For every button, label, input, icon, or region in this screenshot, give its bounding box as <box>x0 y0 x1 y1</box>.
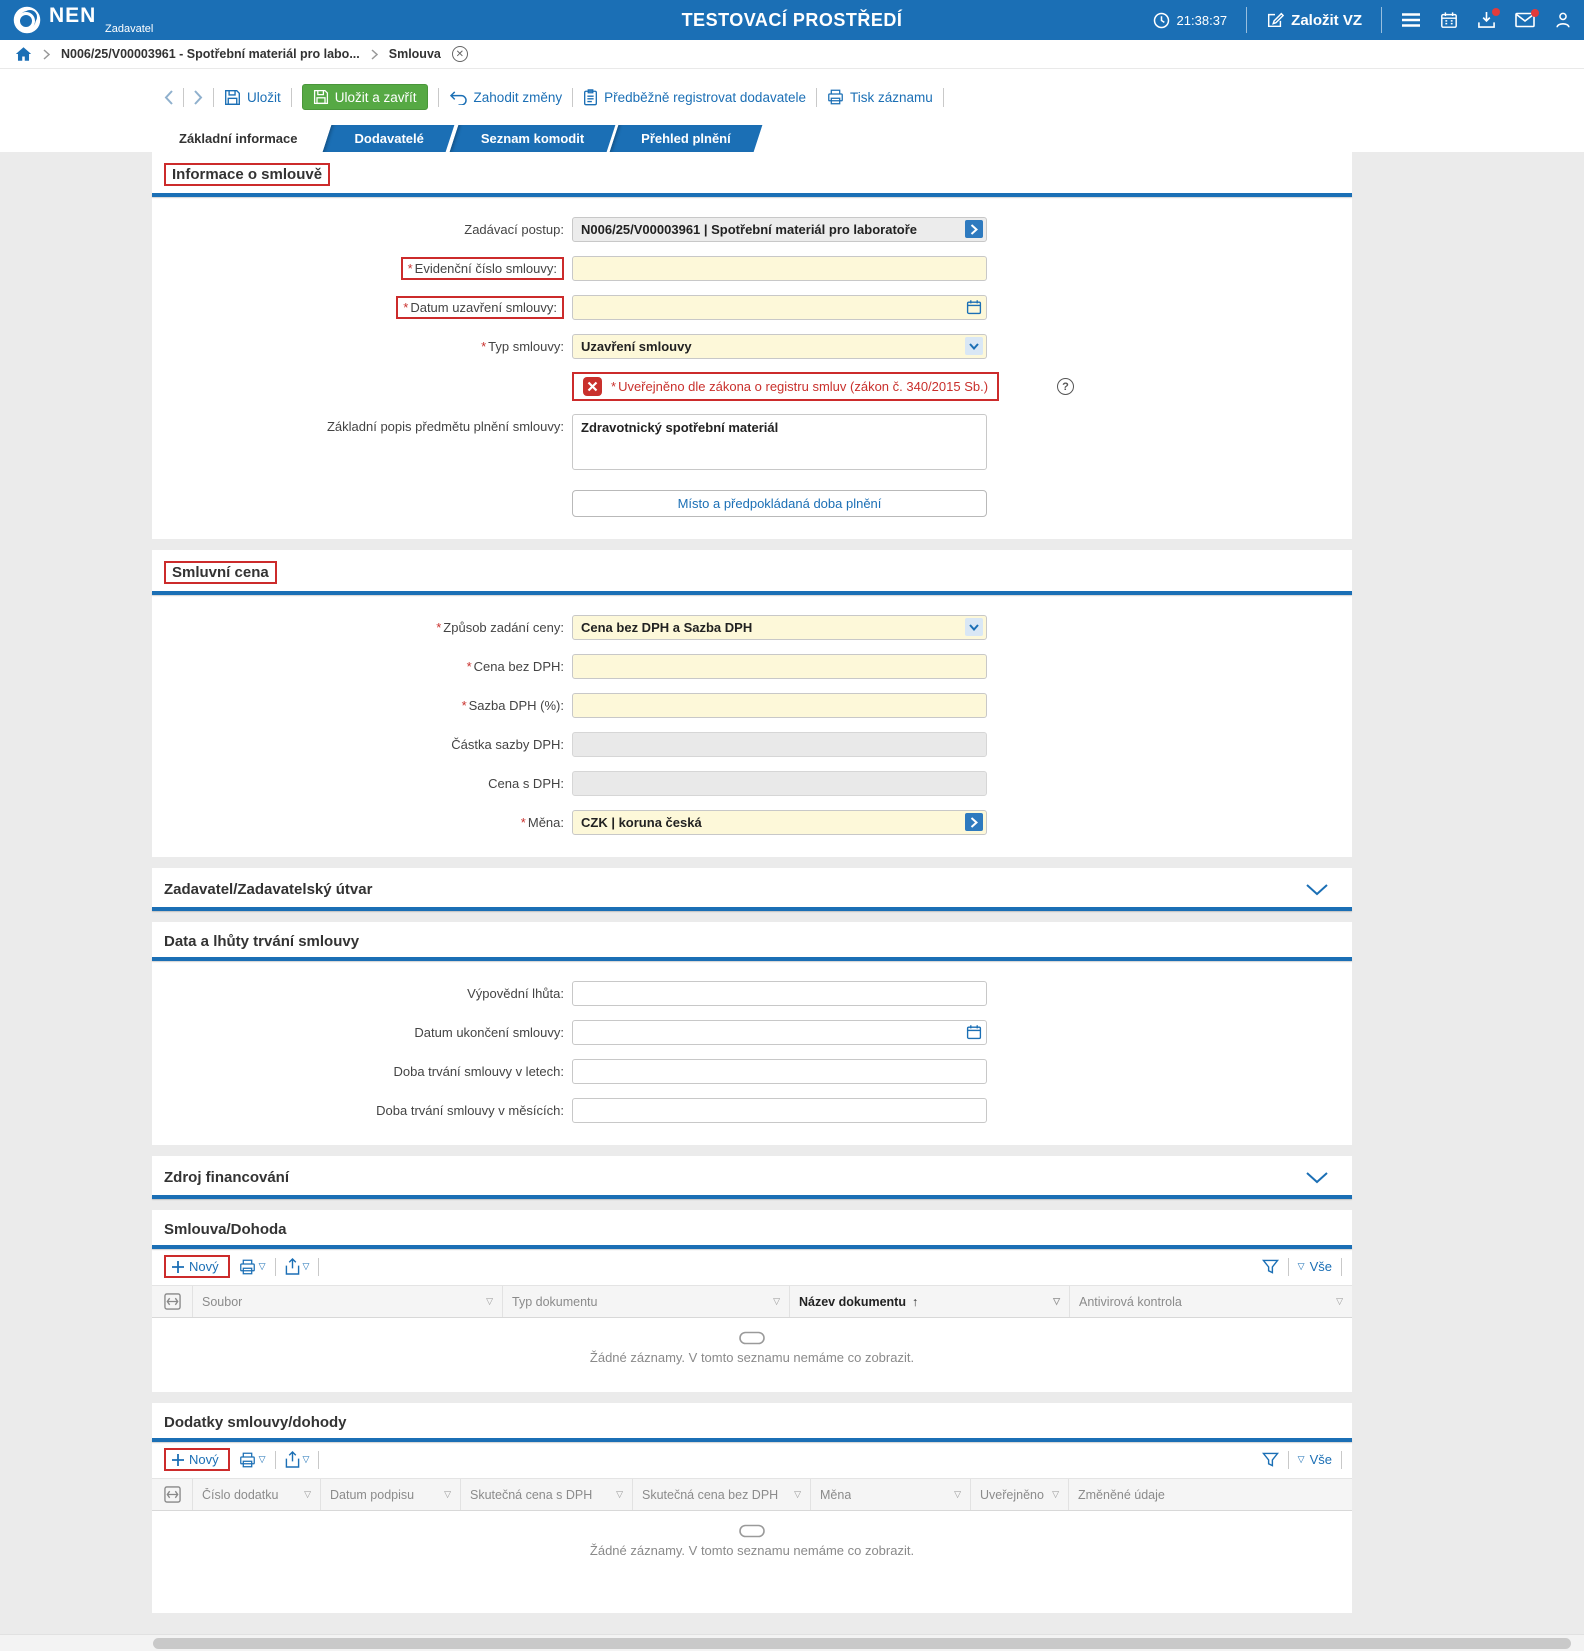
new-attachment-button[interactable] <box>164 1255 230 1278</box>
empty-tray-icon <box>739 1524 765 1538</box>
column-filter-icon[interactable]: ▽ <box>954 1489 961 1499</box>
calendar-button[interactable] <box>1440 11 1458 29</box>
toolbar-divider <box>1341 1258 1342 1276</box>
section-underline <box>152 907 1352 911</box>
empty-tray-icon <box>739 1331 765 1345</box>
print-list-button[interactable] <box>239 1452 266 1468</box>
logo-text: NEN <box>49 4 97 27</box>
toolbar-divider <box>275 1258 276 1276</box>
breadcrumb <box>0 40 1584 69</box>
toolbar-divider <box>943 88 944 107</box>
help-icon[interactable]: ? <box>1057 378 1074 395</box>
section-title: Smlouva/Dohoda <box>164 1221 287 1238</box>
export-icon <box>285 1258 300 1275</box>
notification-badge <box>1492 8 1500 16</box>
column-header-soubor[interactable]: Soubor ▽ <box>192 1286 502 1317</box>
toolbar-divider <box>1288 1258 1289 1276</box>
field-label: Datum uzavření smlouvy: <box>410 299 557 315</box>
section-title: Smluvní cena <box>164 561 277 584</box>
dropdown-triangle-icon: ▽ <box>1297 1261 1305 1271</box>
castka-sazby-dph-input <box>572 732 987 757</box>
preregister-supplier-label: Předběžně registrovat dodavatele <box>604 89 806 105</box>
new-button-label: Nový <box>189 1452 219 1467</box>
tab-dodavatele[interactable] <box>327 125 450 152</box>
tab-zakladni-informace[interactable] <box>152 125 324 152</box>
section-informace-o-smlouve <box>152 152 1352 539</box>
tab-prehled-plneni[interactable] <box>614 125 758 152</box>
chevron-right-icon <box>43 49 50 60</box>
field-evidencni-cislo <box>152 255 1352 281</box>
tab-strip <box>152 125 1584 152</box>
field-cena-bez-dph <box>152 653 1352 679</box>
section-dodatky-smlouvy <box>152 1403 1352 1613</box>
tab-seznam-komodit[interactable] <box>454 125 611 152</box>
toolbar-divider <box>183 88 184 107</box>
close-record-icon[interactable]: ✕ <box>452 46 468 62</box>
column-header-skutecna-cena-bez-dph[interactable]: Skutečná cena bez DPH ▽ <box>632 1479 810 1510</box>
field-vypovedni-lhuta <box>152 980 1352 1006</box>
toolbar-divider <box>572 88 573 107</box>
discard-changes-label: Zahodit změny <box>473 89 563 105</box>
logo-role-text: Zadavatel <box>105 23 154 35</box>
highlighted-label <box>401 257 564 280</box>
field-label: Doba trvání smlouvy v měsících: <box>376 1102 564 1118</box>
required-marker: * <box>461 697 467 713</box>
required-marker: * <box>520 814 526 830</box>
menu-button[interactable] <box>1401 12 1421 28</box>
section-title: Dodatky smlouvy/dohody <box>164 1414 347 1431</box>
horizontal-scrollbar <box>0 1634 1584 1651</box>
section-title: Data a lhůty trvání smlouvy <box>164 933 360 950</box>
field-label: Výpovědní lhůta: <box>467 985 564 1001</box>
printer-icon <box>239 1452 256 1468</box>
amendments-empty-state <box>152 1511 1352 1585</box>
print-list-button[interactable] <box>239 1259 266 1275</box>
zpusob-zadani-ceny-select[interactable] <box>572 615 987 640</box>
open-detail-arrow-button[interactable] <box>965 813 983 831</box>
required-marker: * <box>436 619 442 635</box>
column-filter-icon[interactable]: ▽ <box>794 1489 801 1499</box>
printer-icon <box>827 89 844 105</box>
column-header-cislo-dodatku[interactable]: Číslo dodatku ▽ <box>192 1479 320 1510</box>
toolbar-divider <box>291 88 292 107</box>
person-icon <box>1554 11 1572 29</box>
section-smlouva-dohoda <box>152 1210 1352 1392</box>
tab-label: Seznam komodit <box>480 131 585 146</box>
column-header-uverejneno[interactable]: Uveřejněno ▽ <box>970 1479 1068 1510</box>
toolbar-divider <box>318 1451 319 1469</box>
section-title: Informace o smlouvě <box>164 163 330 186</box>
print-record-button[interactable] <box>827 89 933 105</box>
chevron-right-icon <box>371 49 378 60</box>
section-underline <box>152 1195 1352 1199</box>
field-label: Základní popis předmětu plnění smlouvy: <box>326 419 564 434</box>
zadavaci-postup-input[interactable] <box>572 217 987 242</box>
field-label: Zadávací postup: <box>464 221 564 237</box>
plus-icon <box>172 1454 184 1466</box>
column-header-skutecna-cena-s-dph[interactable]: Skutečná cena s DPH ▽ <box>460 1479 632 1510</box>
datum-ukonceni-input[interactable] <box>572 1020 987 1045</box>
field-label: Sazba DPH (%): <box>468 697 564 713</box>
highlighted-label <box>396 296 564 319</box>
calendar-icon <box>1440 11 1458 29</box>
new-button-label: Nový <box>189 1259 219 1274</box>
filter-funnel-icon[interactable] <box>1262 1452 1279 1468</box>
open-detail-arrow-button[interactable] <box>965 220 983 238</box>
field-datum-ukonceni <box>152 1019 1352 1045</box>
tab-label: Základní informace <box>179 131 298 146</box>
required-marker: * <box>466 658 472 674</box>
toolbar-divider <box>1288 1451 1289 1469</box>
dropdown-triangle-icon: ▽ <box>302 1454 310 1464</box>
required-marker: * <box>403 299 409 315</box>
save-icon <box>313 89 329 105</box>
app-header <box>0 0 1584 40</box>
filter-funnel-icon[interactable] <box>1262 1259 1279 1275</box>
print-record-label: Tisk záznamu <box>849 89 933 105</box>
undo-icon <box>449 90 468 105</box>
record-toolbar <box>152 82 1584 112</box>
vypovedni-lhuta-input[interactable] <box>572 981 987 1006</box>
expand-chevron-icon[interactable] <box>1306 1172 1328 1184</box>
field-doba-trvani-letech <box>152 1058 1352 1084</box>
column-filter-icon[interactable]: ▽ <box>773 1296 780 1306</box>
column-settings-button[interactable] <box>152 1286 192 1317</box>
field-label: Cena s DPH: <box>488 775 564 791</box>
filter-all-button[interactable] <box>1298 1259 1332 1274</box>
header-divider <box>1381 7 1382 33</box>
section-title: Zdroj financování <box>164 1169 290 1186</box>
notification-badge <box>1531 9 1539 17</box>
toolbar-divider <box>1341 1451 1342 1469</box>
save-button[interactable] <box>224 89 281 106</box>
field-label: Doba trvání smlouvy v letech: <box>393 1063 564 1079</box>
breadcrumb-current: Smlouva <box>388 47 441 61</box>
column-header-zmenene-udaje[interactable]: Změněné údaje <box>1068 1479 1352 1510</box>
field-castka-sazby-dph <box>152 731 1352 757</box>
save-and-close-button[interactable] <box>302 84 428 110</box>
empty-message: Žádné záznamy. V tomto seznamu nemáme co zobrazit. <box>589 1543 915 1558</box>
column-header-mena[interactable]: Měna ▽ <box>810 1479 970 1510</box>
filter-all-label: Vše <box>1309 1259 1332 1274</box>
field-typ-smlouvy <box>152 333 1352 359</box>
column-header-typ-dokumentu[interactable]: Typ dokumentu ▽ <box>502 1286 789 1317</box>
preregister-supplier-button[interactable] <box>583 89 806 106</box>
record-toolbar-strip <box>0 69 1584 152</box>
doba-trvani-letech-input[interactable] <box>572 1059 987 1084</box>
field-doba-trvani-mesicich <box>152 1097 1352 1123</box>
column-filter-icon[interactable]: ▽ <box>1336 1296 1343 1306</box>
chevron-down-icon[interactable] <box>965 337 983 355</box>
downloads-button[interactable] <box>1477 11 1496 29</box>
field-label: Měna: <box>527 814 564 830</box>
amendments-table-header <box>152 1478 1352 1511</box>
new-amendment-button[interactable] <box>164 1448 230 1471</box>
save-icon <box>224 89 241 106</box>
field-label: Způsob zadání ceny: <box>443 619 564 635</box>
plus-icon <box>172 1261 184 1273</box>
save-and-close-label: Uložit a zavřít <box>334 89 417 105</box>
filter-all-label: Vše <box>1309 1452 1332 1467</box>
misto-doba-plneni-button[interactable]: Místo a předpokládaná doba plnění <box>572 490 987 517</box>
field-label: Evidenční číslo smlouvy: <box>414 260 557 276</box>
datum-uzavreni-input[interactable] <box>572 295 987 320</box>
column-filter-icon[interactable]: ▽ <box>616 1489 623 1499</box>
section-title: Zadavatel/Zadavatelský útvar <box>164 881 373 898</box>
horizontal-scrollbar-thumb[interactable] <box>153 1638 1571 1649</box>
cena-bez-dph-input[interactable] <box>572 654 987 679</box>
validation-error-box <box>572 372 999 401</box>
field-label: Typ smlouvy: <box>488 338 564 354</box>
expand-chevron-icon[interactable] <box>1306 884 1328 896</box>
toolbar-divider <box>213 88 214 107</box>
clock-icon <box>1153 12 1170 29</box>
messages-button[interactable] <box>1515 12 1535 28</box>
field-label: Datum ukončení smlouvy: <box>414 1024 564 1040</box>
validation-error-text: * Uveřejněno dle zákona o registru smluv (zákon č. 340/2015 Sb.) <box>611 379 989 394</box>
toolbar-divider <box>318 1258 319 1276</box>
required-marker: * <box>611 379 617 394</box>
datepicker-calendar-icon[interactable] <box>965 1023 983 1041</box>
field-datum-uzavreni <box>152 294 1352 320</box>
dropdown-triangle-icon: ▽ <box>302 1261 310 1271</box>
dropdown-triangle-icon: ▽ <box>258 1261 266 1271</box>
hamburger-icon <box>1401 12 1421 28</box>
required-marker: * <box>481 338 487 354</box>
tab-label: Přehled plnění <box>641 131 731 146</box>
selected-value: Uzavření smlouvy <box>581 338 692 354</box>
header-divider <box>1246 7 1247 33</box>
column-filter-icon[interactable]: ▽ <box>304 1489 311 1499</box>
nav-forward-button[interactable] <box>194 90 203 105</box>
session-time-value: 21:38:37 <box>1176 12 1228 28</box>
session-time <box>1153 12 1228 29</box>
document-icon <box>583 89 598 106</box>
datepicker-calendar-icon[interactable] <box>965 298 983 316</box>
column-header-nazev-dokumentu[interactable]: Název dokumentu ↑ ▽ <box>789 1286 1069 1317</box>
breadcrumb-procedure[interactable]: N006/25/V00003961 - Spotřební materiál pro labo... <box>61 47 360 61</box>
amendments-toolbar <box>152 1442 1352 1478</box>
edit-icon <box>1266 11 1284 29</box>
doba-trvani-mesicich-input[interactable] <box>572 1098 987 1123</box>
dropdown-triangle-icon: ▽ <box>258 1454 266 1464</box>
selected-value: Cena bez DPH a Sazba DPH <box>581 619 753 635</box>
tab-label: Dodavatelé <box>354 131 424 146</box>
toolbar-divider <box>438 88 439 107</box>
column-settings-button[interactable] <box>152 1479 192 1510</box>
toolbar-divider <box>275 1451 276 1469</box>
discard-changes-button[interactable] <box>449 90 563 105</box>
section-smluvni-cena <box>152 550 1352 857</box>
environment-title: TESTOVACÍ PROSTŘEDÍ <box>681 9 903 30</box>
section-zadavatel-utvar <box>152 868 1352 911</box>
field-label: Cena bez DPH: <box>473 658 564 674</box>
zakladni-popis-textarea[interactable]: Zdravotnický spotřební materiál <box>572 414 987 470</box>
export-icon <box>285 1451 300 1468</box>
field-label: Částka sazby DPH: <box>451 736 564 752</box>
field-sazba-dph <box>152 692 1352 718</box>
section-zdroj-financovani <box>152 1156 1352 1199</box>
chevron-down-icon[interactable] <box>965 618 983 636</box>
user-profile-button[interactable] <box>1554 11 1572 29</box>
field-mena <box>152 809 1352 835</box>
row-registry-error <box>152 372 1352 401</box>
export-list-button[interactable] <box>285 1451 310 1468</box>
create-vz-button[interactable] <box>1266 11 1362 29</box>
column-filter-icon[interactable]: ▽ <box>444 1489 451 1499</box>
filter-all-button[interactable] <box>1298 1452 1332 1467</box>
field-zakladni-popis <box>152 414 1352 470</box>
field-cena-s-dph <box>152 770 1352 796</box>
column-header-antivirova-kontrola[interactable]: Antivirová kontrola ▽ <box>1069 1286 1352 1317</box>
sort-ascending-icon: ↑ <box>911 1294 919 1309</box>
toolbar-divider <box>816 88 817 107</box>
field-zpusob-zadani-ceny <box>152 614 1352 640</box>
row-place-button <box>152 490 1352 517</box>
export-list-button[interactable] <box>285 1258 310 1275</box>
column-filter-icon[interactable]: ▽ <box>1052 1489 1059 1499</box>
attachments-toolbar <box>152 1249 1352 1285</box>
home-icon[interactable] <box>15 46 32 62</box>
attachments-empty-state <box>152 1318 1352 1392</box>
sazba-dph-input[interactable] <box>572 693 987 718</box>
mena-input[interactable] <box>572 810 987 835</box>
nav-back-button[interactable] <box>164 90 173 105</box>
section-data-lhuty <box>152 922 1352 1145</box>
printer-icon <box>239 1259 256 1275</box>
create-vz-label: Založit VZ <box>1291 11 1362 29</box>
typ-smlouvy-select[interactable] <box>572 334 987 359</box>
save-label: Uložit <box>247 89 281 105</box>
dropdown-triangle-icon: ▽ <box>1297 1454 1305 1464</box>
evidencni-cislo-input[interactable] <box>572 256 987 281</box>
error-icon <box>583 377 602 396</box>
column-filter-icon[interactable]: ▽ <box>486 1296 493 1306</box>
field-zadavaci-postup <box>152 216 1352 242</box>
column-filter-icon[interactable]: ▽ <box>1053 1296 1060 1306</box>
empty-message: Žádné záznamy. V tomto seznamu nemáme co zobrazit. <box>589 1350 915 1365</box>
required-marker: * <box>407 260 413 276</box>
attachments-table-header <box>152 1285 1352 1318</box>
column-header-datum-podpisu[interactable]: Datum podpisu ▽ <box>320 1479 460 1510</box>
cena-s-dph-input <box>572 771 987 796</box>
